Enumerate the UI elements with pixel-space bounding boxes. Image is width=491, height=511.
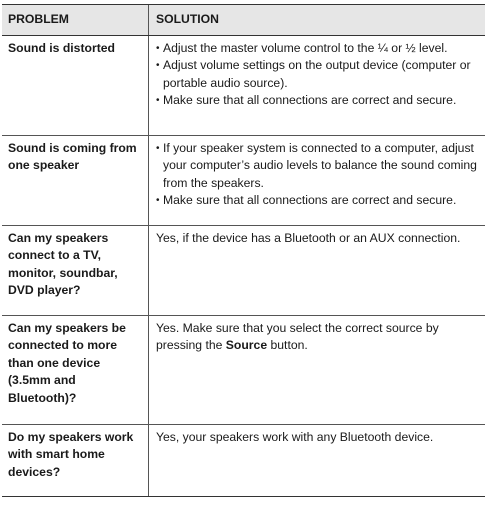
solution-cell: Yes, if the device has a Bluetooth or an AUX connection. (156, 230, 461, 245)
troubleshooting-table (2, 4, 485, 497)
problem-cell: Sound is coming from one speaker (2, 136, 149, 225)
solution-bullet: • Adjust volume settings on the output device (computer or portable audio source). (156, 57, 481, 92)
source-button-label: Source (225, 338, 268, 352)
problem-column-header: PROBLEM (2, 5, 149, 35)
bullet-icon: • (156, 42, 160, 54)
solution-bullet: • Adjust the master volume control to the ¼ or ½ level. (156, 40, 481, 58)
solution-cell: Yes, your speakers work with any Bluetooth device. (156, 429, 434, 444)
problem-cell: Can my speakers connect to a TV, monitor, soundbar, DVD player? (2, 226, 149, 315)
table-header-row (2, 5, 485, 36)
solution-cell (149, 36, 485, 135)
problem-cell: Sound is distorted (2, 36, 149, 135)
table-row (2, 36, 485, 136)
solution-bullet: • Make sure that all connections are correct and secure. (156, 92, 481, 110)
solution-column-header: SOLUTION (156, 12, 219, 26)
table-row (2, 136, 485, 226)
bullet-icon: • (156, 142, 160, 154)
solution-cell (149, 136, 485, 225)
problem-cell: Can my speakers be connected to more than one device (3.5mm and Bluetooth)? (2, 316, 149, 424)
table-row (2, 316, 485, 425)
table-row (2, 226, 485, 316)
solution-bullet: • Make sure that all connections are correct and secure. (156, 192, 481, 210)
solution-bullet: • If your speaker system is connected to a computer, adjust your computer’s audio levels to balance the sound coming from the speakers. (156, 140, 481, 193)
bullet-icon: • (156, 60, 160, 71)
solution-cell: Yes. Make sure that you select the correct source by pressing the Source button. (156, 320, 439, 352)
bullet-icon: • (156, 95, 160, 106)
table-row (2, 425, 485, 496)
problem-cell: Do my speakers work with smart home devices? (2, 425, 149, 496)
bullet-icon: • (156, 195, 160, 206)
